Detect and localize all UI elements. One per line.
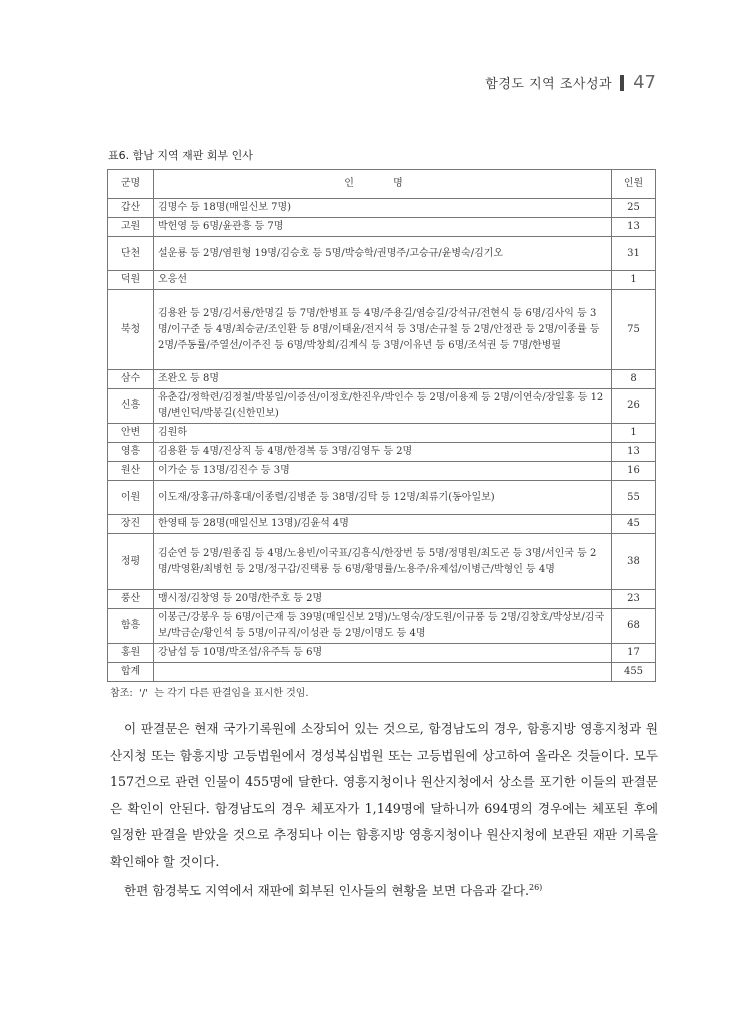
column-header-count: 인원 <box>612 170 656 199</box>
cell-count: 1 <box>612 271 656 290</box>
cell-count: 75 <box>612 290 656 370</box>
table-row <box>108 462 656 481</box>
cell-region: 신흥 <box>108 389 154 424</box>
cell-names: 이도재/장홍규/하홍대/이종렬/김병준 등 38명/김탁 등 12명/최류기(동아일보) <box>154 481 612 515</box>
cell-region: 정평 <box>108 534 154 590</box>
cell-region: 홍원 <box>108 644 154 663</box>
page-number: 47 <box>633 72 656 93</box>
cell-count: 25 <box>612 199 656 218</box>
cell-region: 안변 <box>108 424 154 443</box>
table-row <box>108 663 656 682</box>
cell-region: 장진 <box>108 515 154 534</box>
table-note: 참조: '/' 는 각기 다른 판결임을 표시한 것임. <box>110 688 309 699</box>
table-row <box>108 644 656 663</box>
cell-region: 단천 <box>108 237 154 271</box>
cell-count: 31 <box>612 237 656 271</box>
column-header-names: 인 명 <box>154 170 612 199</box>
cell-region: 영흥 <box>108 443 154 462</box>
cell-region: 고원 <box>108 218 154 237</box>
table-row <box>108 515 656 534</box>
cell-names: 맹시정/김창영 등 20명/한주호 등 2명 <box>154 590 612 609</box>
cell-names <box>154 663 612 682</box>
cell-region: 갑산 <box>108 199 154 218</box>
cell-count: 68 <box>612 609 656 644</box>
table-row <box>108 590 656 609</box>
cell-region: 풍산 <box>108 590 154 609</box>
table-row <box>108 199 656 218</box>
table-row <box>108 534 656 590</box>
cell-count: 55 <box>612 481 656 515</box>
cell-count: 17 <box>612 644 656 663</box>
footnote-ref: 26) <box>529 883 543 892</box>
cell-count: 23 <box>612 590 656 609</box>
table-row <box>108 443 656 462</box>
trial-table <box>107 169 656 682</box>
cell-region: 북청 <box>108 290 154 370</box>
cell-region: 삼수 <box>108 370 154 389</box>
table-row <box>108 424 656 443</box>
page-header <box>485 72 656 93</box>
cell-names: 조완오 등 8명 <box>154 370 612 389</box>
paragraph-text: 한편 함경북도 지역에서 재판에 회부된 인사들의 현황을 보면 다음과 같다. <box>124 883 529 899</box>
cell-region: 함흥 <box>108 609 154 644</box>
cell-names: 김명수 등 18명(매일신보 7명) <box>154 199 612 218</box>
cell-region: 이원 <box>108 481 154 515</box>
cell-names: 이봉근/강봉우 등 6명/이근재 등 39명(매일신보 2명)/노영숙/장도원/이규풍 등 2명/김창호/박상보/김국보/박금순/황인석 등 5명/이규직/이성관 등 2명/이명도 등 4명 <box>154 609 612 644</box>
cell-names: 오응선 <box>154 271 612 290</box>
cell-names: 유춘갑/정학련/김정철/박봉일/이증선/이정호/한진우/박인수 등 2명/이용제 등 2명/이연숙/장일홍 등 12명/변인덕/박봉길(신한민보) <box>154 389 612 424</box>
paragraph: 이 판결문은 현재 국가기록원에 소장되어 있는 것으로, 함경남도의 경우, 함흥지방 영흥지청과 원산지청 또는 함흥지방 고등법원에서 경성복심법원 또는 고등법원에 상고하여 올라온 것들이다. 모두 157건으로 관련 인물이 455명에 달한다. 영흥지청이나 원산지청에서 상소를 포기한 이들의 판결문은 확인이 안된다. 함경남도의 경우 체포자가 1,149명에 달하니까 694명의 경우에는 체포된 후에 일정한 판결을 받았을 것으로 추정되나 이는 함흥지방 영흥지청이나 원산지청에 보관된 재판 기록을 확인해야 할 것이다. <box>110 721 658 869</box>
cell-names: 박헌영 등 6명/윤관흥 등 7명 <box>154 218 612 237</box>
cell-names: 강남섭 등 10명/박조섭/유주득 등 6명 <box>154 644 612 663</box>
cell-names: 김용환 등 4명/진상직 등 4명/한경복 등 3명/김영두 등 2명 <box>154 443 612 462</box>
cell-count: 13 <box>612 218 656 237</box>
cell-names: 김원하 <box>154 424 612 443</box>
column-header-region: 군명 <box>108 170 154 199</box>
cell-names: 한영태 등 28명(매일신보 13명)/김윤석 4명 <box>154 515 612 534</box>
cell-count: 16 <box>612 462 656 481</box>
cell-names: 이가순 등 13명/김진수 등 3명 <box>154 462 612 481</box>
cell-count: 455 <box>612 663 656 682</box>
table-row <box>108 290 656 370</box>
cell-count: 13 <box>612 443 656 462</box>
cell-count: 38 <box>612 534 656 590</box>
cell-count: 26 <box>612 389 656 424</box>
table-row <box>108 481 656 515</box>
cell-region: 합계 <box>108 663 154 682</box>
cell-count: 8 <box>612 370 656 389</box>
cell-region: 덕원 <box>108 271 154 290</box>
table-row <box>108 237 656 271</box>
table-row <box>108 218 656 237</box>
paragraph <box>110 875 658 905</box>
cell-count: 45 <box>612 515 656 534</box>
table-header-row <box>108 170 656 199</box>
table-row <box>108 271 656 290</box>
table-row <box>108 609 656 644</box>
cell-names: 김용완 등 2명/김서룡/한명길 등 7명/한병표 등 4명/주용길/염승길/강석규/전현식 등 6명/김사익 등 3명/이구준 등 4명/최승균/조인환 등 8명/이태윤/전지석 등 3명/손규철 등 2명/안정관 등 2명/이종률 등 2명/주동률/주열선/이주진 등 6명/박창희/김계식 등 3명/이유년 등 6명/조석권 등 7명/한병필 <box>154 290 612 370</box>
body-text <box>110 716 658 905</box>
table-row <box>108 370 656 389</box>
cell-names: 김순연 등 2명/원종집 등 4명/노용빈/이국표/김흥식/한장번 등 5명/정명원/최도곤 등 3명/서인국 등 2명/박영환/최병헌 등 2명/정구갑/진택룡 등 6명/황명률/노용주/유제섭/이병근/박형인 등 4명 <box>154 534 612 590</box>
running-title: 함경도 지역 조사성과 <box>485 77 613 92</box>
cell-region: 원산 <box>108 462 154 481</box>
table-caption: 표6. 함남 지역 재판 회부 인사 <box>108 149 253 162</box>
header-divider <box>620 75 624 91</box>
cell-count: 1 <box>612 424 656 443</box>
table-row <box>108 389 656 424</box>
cell-names: 설운룡 등 2명/염원형 19명/김승호 등 5명/박승학/권명주/고승규/윤병숙/김기오 <box>154 237 612 271</box>
